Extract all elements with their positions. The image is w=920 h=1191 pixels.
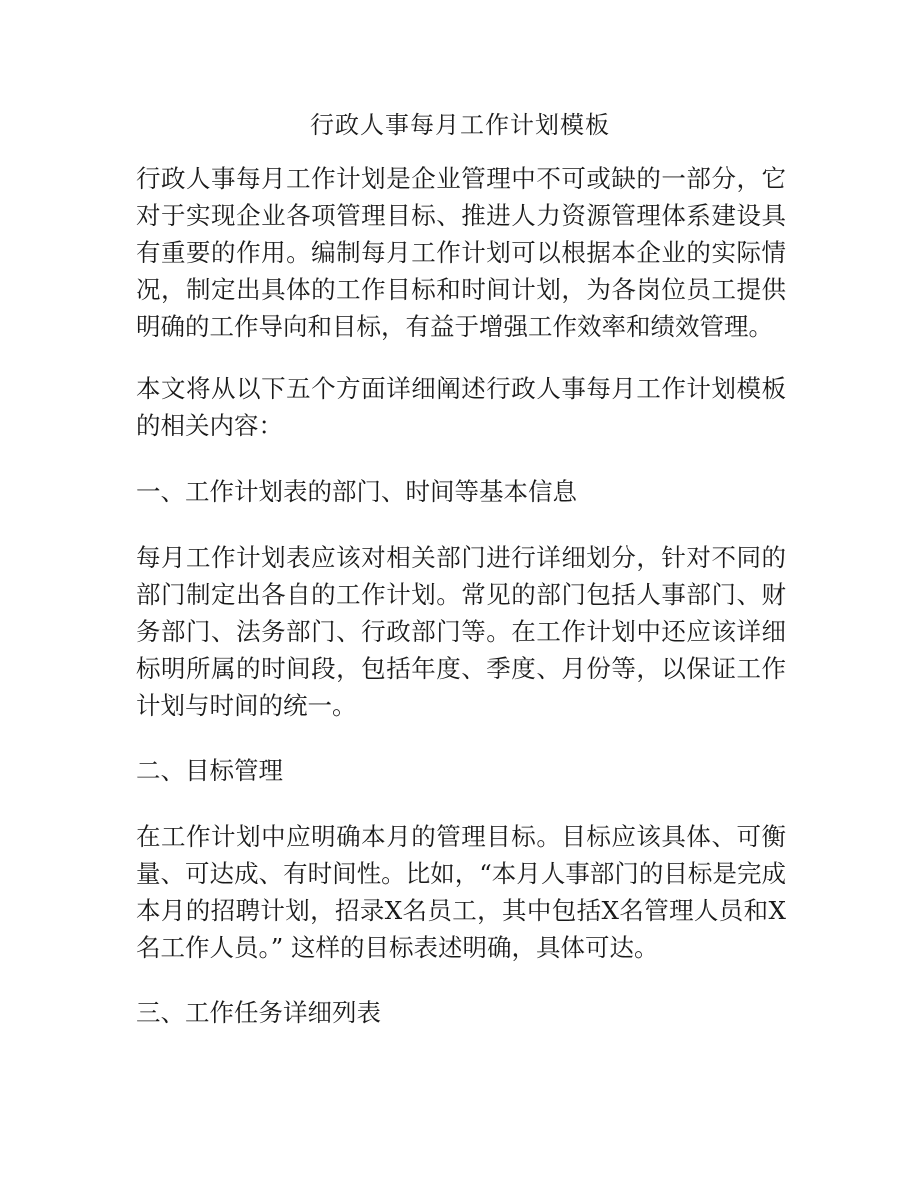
section-2-paragraph: 在工作计划中应明确本月的管理目标。目标应该具体、可衡量、可达成、有时间性。比如，“本月人事部门的目标是完成本月的招聘计划，招录X名员工，其中包括X名管理人员和X名工作人员。” 这样的目标表述明确，具体可达。 <box>136 822 786 962</box>
section-heading-2: 二、目标管理 <box>136 756 283 785</box>
section-heading-3: 三、工作任务详细列表 <box>136 998 381 1027</box>
section-heading-1: 一、工作计划表的部门、时间等基本信息 <box>136 477 577 506</box>
overview-paragraph: 本文将从以下五个方面详细阐述行政人事每月工作计划模板的相关内容： <box>136 374 786 440</box>
section-1-paragraph: 每月工作计划表应该对相关部门进行详细划分，针对不同的部门制定出各自的工作计划。常见的部门包括人事部门、财务部门、法务部门、行政部门等。在工作计划中还应该详细标明所属的时间段，包括年度、季度、月份等，以保证工作计划与时间的统一。 <box>136 543 786 720</box>
intro-paragraph: 行政人事每月工作计划是企业管理中不可或缺的一部分，它对于实现企业各项管理目标、推进人力资源管理体系建设具有重要的作用。编制每月工作计划可以根据本企业的实际情况，制定出具体的工作目标和时间计划，为各岗位员工提供明确的工作导向和目标，有益于增强工作效率和绩效管理。 <box>136 164 786 341</box>
document-title: 行政人事每月工作计划模板 <box>310 111 610 139</box>
